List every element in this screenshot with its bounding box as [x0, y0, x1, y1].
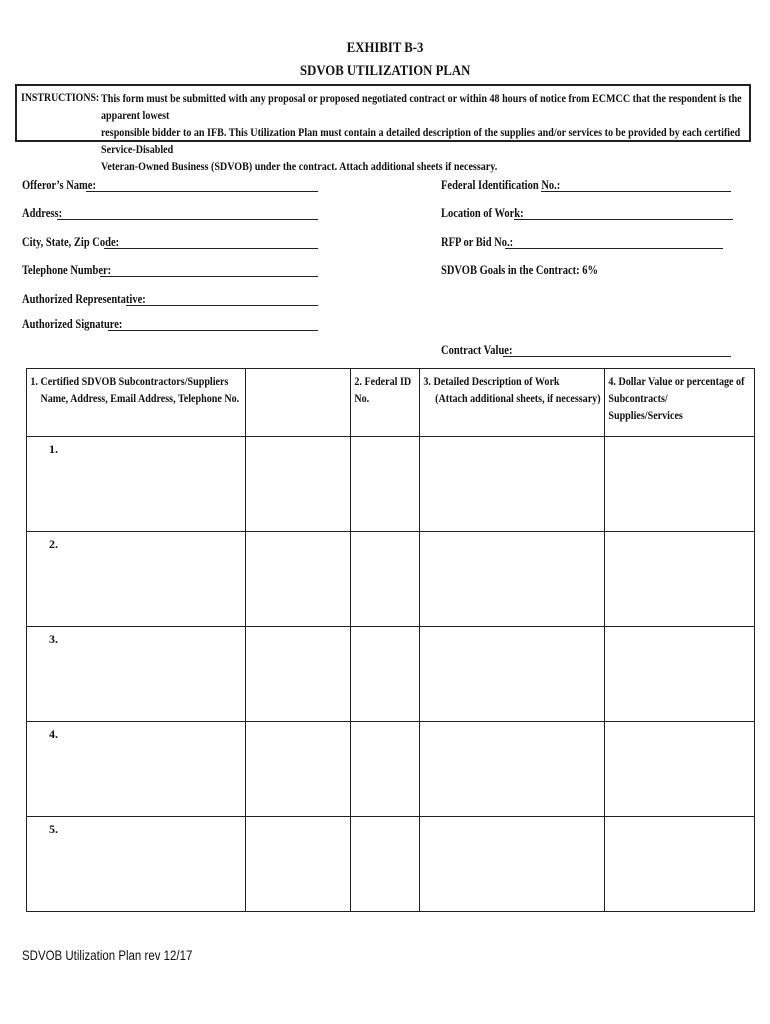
blank-cell[interactable] [246, 532, 351, 627]
address-label: Address: [22, 206, 63, 220]
col4-header [605, 369, 755, 437]
federal-id-cell[interactable] [351, 627, 420, 722]
row-number: 4. [49, 727, 58, 741]
row-number: 1. [49, 442, 58, 456]
instructions-line-3: Veteran-Owned Business (SDVOB) under the contract. Attach additional sheets if necessary. [101, 159, 498, 173]
subcontractor-cell[interactable] [27, 437, 246, 532]
col3-header-line2: (Attach additional sheets, if necessary) [435, 391, 601, 405]
table-row [27, 532, 755, 627]
table-header-row [27, 369, 755, 437]
authorized-signature-field[interactable] [108, 330, 318, 331]
offeror-name-field[interactable] [86, 191, 318, 192]
subcontractor-cell[interactable] [27, 817, 246, 912]
dollar-value-cell[interactable] [605, 627, 755, 722]
table-row [27, 817, 755, 912]
col1-header-line2: Name, Address, Email Address, Telephone No. [40, 391, 240, 405]
dollar-value-cell[interactable] [605, 437, 755, 532]
dollar-value-cell[interactable] [605, 722, 755, 817]
blank-cell[interactable] [246, 817, 351, 912]
description-cell[interactable] [420, 532, 605, 627]
description-cell[interactable] [420, 722, 605, 817]
rfp-bid-no-field[interactable] [505, 248, 723, 249]
col1-header [27, 369, 246, 437]
table-row [27, 722, 755, 817]
col1-header-line1: 1. Certified SDVOB Subcontractors/Suppliers [30, 374, 229, 388]
contract-value-field[interactable] [503, 356, 731, 357]
offeror-name-label: Offeror’s Name: [22, 178, 96, 192]
telephone-field[interactable] [100, 276, 318, 277]
instructions-box [15, 84, 751, 173]
col3-header [420, 369, 605, 437]
subcontractor-cell[interactable] [27, 532, 246, 627]
col4-header-line2: Subcontracts/ [608, 391, 668, 405]
sdvob-goals-label: SDVOB Goals in the Contract: 6% [441, 263, 599, 277]
page-title: SDVOB UTILIZATION PLAN [299, 63, 471, 79]
instructions-line-1: This form must be submitted with any proposal or proposed negotiated contract or within 48 hours of notice from ECMCC that the respondent is the apparent lowest [101, 91, 742, 122]
federal-id-cell[interactable] [351, 437, 420, 532]
col2-header-line2: No. [354, 391, 370, 405]
instructions-text [101, 90, 748, 175]
subcontractor-cell[interactable] [27, 722, 246, 817]
authorized-signature-label: Authorized Signature: [22, 317, 123, 331]
description-cell[interactable] [420, 817, 605, 912]
description-cell[interactable] [420, 437, 605, 532]
federal-id-cell[interactable] [351, 532, 420, 627]
blank-cell[interactable] [246, 722, 351, 817]
subcontractor-cell[interactable] [27, 627, 246, 722]
address-field[interactable] [57, 219, 318, 220]
federal-id-field[interactable] [541, 191, 731, 192]
col3-header-line1: 3. Detailed Description of Work [423, 374, 560, 388]
description-cell[interactable] [420, 627, 605, 722]
city-state-zip-field[interactable] [104, 248, 318, 249]
col2-header-line1: 2. Federal ID [354, 374, 412, 388]
col-blank-header [246, 369, 351, 437]
federal-id-label: Federal Identification No.: [441, 178, 561, 192]
blank-cell[interactable] [246, 627, 351, 722]
instructions-line-2: responsible bidder to an IFB. This Utilization Plan must contain a detailed description of the supplies and/or services to be provided by each certified Service-Disabled [101, 125, 741, 156]
subcontractor-table [26, 368, 755, 912]
row-number: 3. [49, 632, 58, 646]
col4-header-line1: 4. Dollar Value or percentage of [608, 374, 745, 388]
row-number: 2. [49, 537, 58, 551]
dollar-value-cell[interactable] [605, 532, 755, 627]
authorized-representative-field[interactable] [126, 305, 318, 306]
col4-header-line3: Supplies/Services [608, 408, 683, 422]
telephone-label: Telephone Number: [22, 263, 112, 277]
contract-value-label: Contract Value: [441, 343, 513, 357]
location-of-work-label: Location of Work: [441, 206, 524, 220]
authorized-representative-label: Authorized Representative: [22, 292, 146, 306]
exhibit-number: EXHIBIT B-3 [346, 40, 424, 56]
location-of-work-field[interactable] [514, 219, 733, 220]
federal-id-cell[interactable] [351, 817, 420, 912]
footer-revision: SDVOB Utilization Plan rev 12/17 [22, 947, 193, 963]
rfp-bid-no-label: RFP or Bid No.: [441, 235, 514, 249]
col2-header [351, 369, 420, 437]
city-state-zip-label: City, State, Zip Code: [22, 235, 120, 249]
dollar-value-cell[interactable] [605, 817, 755, 912]
table-row [27, 627, 755, 722]
federal-id-cell[interactable] [351, 722, 420, 817]
instructions-label: INSTRUCTIONS: [21, 90, 100, 104]
row-number: 5. [49, 822, 58, 836]
blank-cell[interactable] [246, 437, 351, 532]
table-row [27, 437, 755, 532]
